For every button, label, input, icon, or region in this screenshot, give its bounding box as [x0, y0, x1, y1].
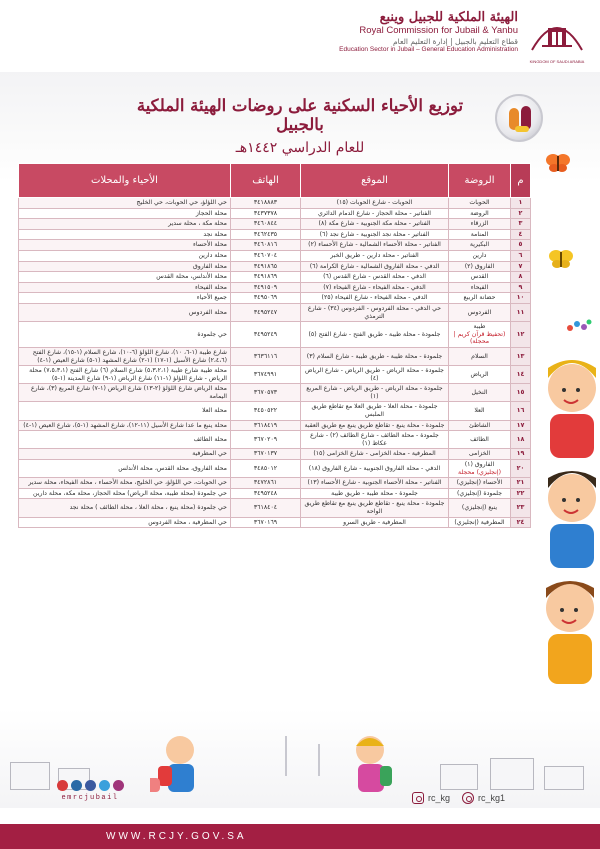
garden-name-text: الزرقاء — [470, 220, 489, 228]
location-cell: الفناتير - محلة مكة الجنوبية - شارع مكة (٨) — [301, 219, 449, 230]
col-header-phone: الهاتف — [231, 164, 301, 198]
garden-name — [449, 499, 511, 517]
garden-name-text: الشاطئ — [468, 421, 491, 429]
row-number: ١٤ — [511, 366, 531, 384]
instagram-icon[interactable] — [113, 780, 124, 791]
table-row — [19, 347, 531, 365]
location-cell: جلمودة - محلة الرياض - طريق الرياض - شارع الرياض (٤) — [301, 366, 449, 384]
areas-cell: محلة الحجاز — [19, 208, 231, 219]
location-cell: جلمودة - محلة العلا - طريق العلا مع تقاطع طريق الملبس — [301, 402, 449, 420]
table-row — [19, 517, 531, 528]
garden-name — [449, 460, 511, 478]
bottom-bar — [0, 824, 600, 849]
row-number: ١٥ — [511, 384, 531, 402]
areas-cell: حي الحوبات، حي اللؤلؤ، حي الخليج، محلة الأحساء ، محلة الفيحاء، محلة سدير — [19, 478, 231, 489]
page-title: توزيع الأحياء السكنية على روضات الهيئة الملكية بالجبيل — [136, 96, 464, 134]
phone-cell: ٣٦٧٤٩٩١ — [231, 366, 301, 384]
table-row — [19, 272, 531, 283]
garden-name — [449, 384, 511, 402]
table-row — [19, 460, 531, 478]
table-row — [19, 366, 531, 384]
areas-cell: حي جلمودة (محلة ينبع ، محلة العلا ، محلة الطائف ) محلة نجد — [19, 499, 231, 517]
table-row — [19, 198, 531, 209]
emblem-label: KINGDOM OF SAUDI ARABIA — [529, 59, 585, 64]
table-row — [19, 303, 531, 321]
location-cell: الفناتير - محلة نجد الجنوبية - شارع نجد (٦) — [301, 229, 449, 240]
table-row — [19, 478, 531, 489]
areas-cell: محلة الفيحاء — [19, 282, 231, 293]
col-header-areas: الأحياء والمحلات — [19, 164, 231, 198]
phone-cell: ٣٤٦٢٤٣٥ — [231, 229, 301, 240]
table-row — [19, 293, 531, 304]
col-header-no: م — [511, 164, 531, 198]
col-header-garden: الروضة — [449, 164, 511, 198]
kindergarten-table — [18, 163, 530, 528]
table-row — [19, 488, 531, 499]
row-number: ١١ — [511, 303, 531, 321]
butterfly-icon — [545, 152, 571, 174]
areas-cell: محلة الأحساء — [19, 240, 231, 251]
facebook-icon[interactable] — [85, 780, 96, 791]
areas-cell: محلة دارين — [19, 250, 231, 261]
garden-name — [449, 293, 511, 304]
garden-name-text: العلا — [474, 407, 485, 415]
phone-cell: ٣٤٩٥٢٤٧ — [231, 303, 301, 321]
phone-cell: ٣٤٥٠٥٢٢ — [231, 402, 301, 420]
garden-name-text: الرياض — [470, 370, 489, 378]
garden-name-text: ينبع (إنجليزي) — [461, 504, 498, 512]
areas-cell: حي المطرفية ، محلة الفردوس — [19, 517, 231, 528]
garden-name — [449, 488, 511, 499]
table-row — [19, 219, 531, 230]
location-cell: المطرفية - طريق السرو — [301, 517, 449, 528]
location-cell: الفناتير - محلة دارين - طريق الخبر — [301, 250, 449, 261]
table-row — [19, 449, 531, 460]
row-number: ١٦ — [511, 402, 531, 420]
phone-cell: ٣٤٩٥٠٦٩ — [231, 293, 301, 304]
col-header-location: الموقع — [301, 164, 449, 198]
garden-name — [449, 517, 511, 528]
table-row — [19, 384, 531, 402]
phone-cell: ٣٤٩٥٢٤٩ — [231, 322, 301, 348]
table-row — [19, 250, 531, 261]
location-cell: الفناتير - محلة الحجاز - شارع الدمام الدائري — [301, 208, 449, 219]
garden-name-text: جلمودة (إنجليزي) — [456, 489, 503, 497]
row-number: ١ — [511, 198, 531, 209]
garden-note: (تحفيظ قرآن كريم | محجلة) — [453, 330, 506, 346]
garden-name-text: القدس — [470, 273, 489, 281]
row-number: ٦ — [511, 250, 531, 261]
garden-name-text: المنامة — [470, 230, 489, 238]
row-number: ١٠ — [511, 293, 531, 304]
table-row — [19, 208, 531, 219]
garden-name-text: حضانة الربيع — [463, 294, 496, 302]
garden-name-text: البكيرية — [469, 241, 490, 249]
garden-name — [449, 449, 511, 460]
location-cell: جلمودة - محلة ينبع - تقاطع طريق ينبع مع طريق العقبة — [301, 420, 449, 431]
areas-cell: شارع طيبة (١-٦، ١٠)، شارع اللؤلؤ (٦-١٠)، شارع السلام (١-١٥)، شارع الفتح (٢،٤،٦) شارع الأسيل (١-١٧) (١-٢) شارع المشهد (١-٥) شارع العيص (١-٤) — [19, 347, 231, 365]
garden-name — [449, 261, 511, 272]
phone-cell: ٣٦٧٠١٣٧ — [231, 449, 301, 460]
garden-name-text: الطائف — [470, 436, 489, 444]
twitter-icon — [462, 792, 474, 804]
garden-note: (إنجليزي) محجلة — [457, 468, 502, 476]
title-block — [120, 96, 480, 156]
row-number: ١٣ — [511, 347, 531, 365]
areas-cell: محلة الطائف — [19, 431, 231, 449]
areas-cell: حي اللؤلؤ، حي الحوبات، حي الخليج — [19, 198, 231, 209]
instagram-link-1[interactable] — [412, 792, 450, 804]
table-row — [19, 322, 531, 348]
garden-name-text: الروضة — [470, 209, 489, 217]
linkedin-icon[interactable] — [71, 780, 82, 791]
twitter-handle: rc_kg1 — [478, 793, 506, 803]
sector-ar: قطاع التعليم بالجبيل | إدارة التعليم العام — [393, 37, 518, 46]
phone-cell: ٣٤٦٠٨١٦ — [231, 240, 301, 251]
garden-name — [449, 208, 511, 219]
areas-cell: محلة مكة ، محلة سدير — [19, 219, 231, 230]
areas-cell: محلة الرياض شارع اللؤلؤ (٢-١٣) شارع الرياض (١-٧) شارع المربع (٣)، شارع اليمامة — [19, 384, 231, 402]
table-row — [19, 282, 531, 293]
garden-name — [449, 347, 511, 365]
social-links-right — [412, 792, 582, 804]
phone-cell: ٣٤٩١٨٦٥ — [231, 261, 301, 272]
location-cell: المطرفية - محلة الخزامى - شارع الخزامى (١٥) — [301, 449, 449, 460]
garden-name — [449, 282, 511, 293]
children-illustration — [520, 338, 600, 698]
phone-cell: ٣٤١٨٨٨٣ — [231, 198, 301, 209]
phone-cell: ٣٦٧٠٥٧٣ — [231, 384, 301, 402]
phone-cell: ٣٤٦٠٨٤٤ — [231, 219, 301, 230]
garden-name-text: الفردوس — [467, 308, 492, 316]
row-number: ١٨ — [511, 431, 531, 449]
row-number: ٧ — [511, 261, 531, 272]
location-cell: جلمودة - محلة الرياض - طريق الرياض - شارع المربع (١) — [301, 384, 449, 402]
garden-name — [449, 478, 511, 489]
areas-cell: حي جلمودة (محلة طيبة، محلة الرياض) محلة الحجاز، محلة مكة، محلة دارين — [19, 488, 231, 499]
garden-name — [449, 250, 511, 261]
row-number: ٣ — [511, 219, 531, 230]
garden-name — [449, 366, 511, 384]
page-header — [0, 0, 600, 70]
row-number: ٢٢ — [511, 488, 531, 499]
areas-cell: محلة الفاروق — [19, 261, 231, 272]
row-number: ٤ — [511, 229, 531, 240]
areas-cell: حي جلمودة — [19, 322, 231, 348]
table-row — [19, 402, 531, 420]
garden-name-text: الأحساء (إنجليزي) — [456, 479, 503, 487]
phone-cell: ٣٦٣٦١١٦ — [231, 347, 301, 365]
instagram-handle: rc_kg — [428, 793, 451, 803]
row-number: ٩ — [511, 282, 531, 293]
row-number: ٥ — [511, 240, 531, 251]
garden-name — [449, 229, 511, 240]
garden-name — [449, 402, 511, 420]
row-number: ٢٠ — [511, 460, 531, 478]
garden-name-text: الفيحاء — [470, 283, 489, 291]
table-row — [19, 420, 531, 431]
phone-cell: ٣٤٨٥٠١٢ — [231, 460, 301, 478]
garden-name — [449, 272, 511, 283]
table-row — [19, 261, 531, 272]
row-number: ١٩ — [511, 449, 531, 460]
location-cell: جلمودة - محلة الطائف - شارع الطائف (٢) - شارع عكاظ (١) — [301, 431, 449, 449]
garden-name — [449, 240, 511, 251]
garden-name-text: دارين — [472, 251, 487, 259]
phone-cell: ٣٦١٨٤٠٤ — [231, 499, 301, 517]
row-number: ٢١ — [511, 478, 531, 489]
phone-cell: ٣٤٣٧٣٧٨ — [231, 208, 301, 219]
garden-name — [449, 431, 511, 449]
phone-cell: ٣٤٩١٨٦٩ — [231, 272, 301, 283]
garden-name-text: الفاروق (١) — [464, 461, 495, 469]
row-number: ٢ — [511, 208, 531, 219]
garden-name-text: الفاروق (٢) — [464, 262, 495, 270]
phone-cell: ٣٦٧٠٢٠٩ — [231, 431, 301, 449]
garden-name — [449, 219, 511, 230]
page-subtitle: للعام الدراسي ١٤٤٢هـ — [235, 140, 365, 156]
garden-name-text: الحوبات — [469, 199, 490, 206]
location-cell: جلمودة - محلة طيبة - طريق طيبة - شارع السلام (٣) — [301, 347, 449, 365]
location-cell: جلمودة - محلة طيبة - طريق الفتح - شارع الفتح (٥) — [301, 322, 449, 348]
garden-name-text: الخزامى — [468, 450, 491, 458]
location-cell: حي الدفي - محلة الفردوس - الفردوس (٣٤) - شارع الترمذي — [301, 303, 449, 321]
commission-logo-icon — [528, 12, 586, 64]
org-name-en: Royal Commission for Jubail & Yanbu — [359, 25, 518, 36]
areas-cell: محلة الفردوس — [19, 303, 231, 321]
areas-cell: محلة الفاروق، محلة القدس، محلة الأندلس — [19, 460, 231, 478]
location-cell: جلمودة - محلة طيبة - طريق طيبة — [301, 488, 449, 499]
areas-cell: محلة ينبع ما عدا شارع الأسيل (١١-١٢)، شارع المشهد (١-٥)، شارع العيص (١-٤) — [19, 420, 231, 431]
butterfly-icon — [548, 248, 574, 270]
phone-cell: ٣٦١٨٤١٩ — [231, 420, 301, 431]
kids-walking-illustration — [150, 728, 450, 808]
location-cell: الفناتير - محلة الأحساء الشمالية - شارع الأحساء (٢) — [301, 240, 449, 251]
areas-cell: محلة العلا — [19, 402, 231, 420]
location-cell: الفناتير - محلة الأحساء الجنوبية - شارع الأحساء (١٣) — [301, 478, 449, 489]
garden-name-text: طيبة — [473, 323, 486, 331]
instagram-icon — [412, 792, 424, 804]
table-row — [19, 431, 531, 449]
phone-cell: ٣٤٩٥٢٤٨ — [231, 488, 301, 499]
garden-name-text: السلام — [471, 352, 488, 360]
garden-name — [449, 303, 511, 321]
twitter-icon[interactable] — [99, 780, 110, 791]
location-cell: الدفي - محلة القدس - شارع القدس (٦) — [301, 272, 449, 283]
phone-cell: ٣٦٧٠١٦٩ — [231, 517, 301, 528]
social-handle-left[interactable]: emrcjubail — [61, 794, 119, 802]
location-cell: الحوبات - شارع الحوبات (١٥) — [301, 198, 449, 209]
areas-cell: جميع الأحياء — [19, 293, 231, 304]
twitter-link[interactable] — [462, 792, 505, 804]
location-cell: الدفي - محلة الفاروق الجنوبية - شارع الفاروق (١٨) — [301, 460, 449, 478]
garden-name — [449, 420, 511, 431]
garden-name-text: المطرفية (إنجليزي) — [454, 518, 505, 526]
table-header-row — [19, 164, 531, 198]
website-link[interactable]: WWW.RCJY.GOV.SA — [106, 831, 247, 842]
location-cell: جلمودة - محلة ينبع - تقاطع طريق ينبع مع تقاطع طريق الواحة — [301, 499, 449, 517]
location-cell: الدفي - محلة الفيحاء - شارع الفيحاء (٢٥) — [301, 293, 449, 304]
color-dots-icon — [566, 318, 592, 334]
table-row — [19, 499, 531, 517]
row-number: ٨ — [511, 272, 531, 283]
table-row — [19, 229, 531, 240]
table-row — [19, 240, 531, 251]
kindergarten-logo-icon — [495, 94, 543, 142]
row-number: ٢٣ — [511, 499, 531, 517]
row-number: ١٧ — [511, 420, 531, 431]
garden-name — [449, 198, 511, 209]
org-identity — [339, 10, 518, 53]
areas-cell: محلة الأندلس، محلة القدس — [19, 272, 231, 283]
youtube-icon[interactable] — [57, 780, 68, 791]
location-cell: الدفي - محلة الفاروق الشمالية - شارع الكرامة (٦) — [301, 261, 449, 272]
areas-cell: محلة نجد — [19, 229, 231, 240]
org-name-ar: الهيئة الملكية للجبيل وينبع — [379, 10, 518, 25]
phone-cell: ٣٤٦٠٧٠٤ — [231, 250, 301, 261]
location-cell: الدفي - محلة الفيحاء - شارع الفيحاء (٧) — [301, 282, 449, 293]
phone-cell: ٣٤٩١٥٠٩ — [231, 282, 301, 293]
garden-name — [449, 322, 511, 348]
row-number: ٢٤ — [511, 517, 531, 528]
areas-cell: حي المطرفية — [19, 449, 231, 460]
row-number: ١٢ — [511, 322, 531, 348]
phone-cell: ٣٤٧٢٨٦١ — [231, 478, 301, 489]
sector-en: Education Sector in Jubail – General Education Administration — [339, 46, 518, 53]
areas-cell: محلة طيبة شارع طيبة (٥،٣،٢،١) شارع السلام (٦) شارع الفتح (٧،٥،٣،١) محلة الرياض - شارع اللؤلؤ (١-١١) شارع الرياض (١-٩) شارع المدينة (١-٥) — [19, 366, 231, 384]
social-links-left — [50, 780, 130, 802]
garden-name-text: النخيل — [471, 389, 488, 397]
